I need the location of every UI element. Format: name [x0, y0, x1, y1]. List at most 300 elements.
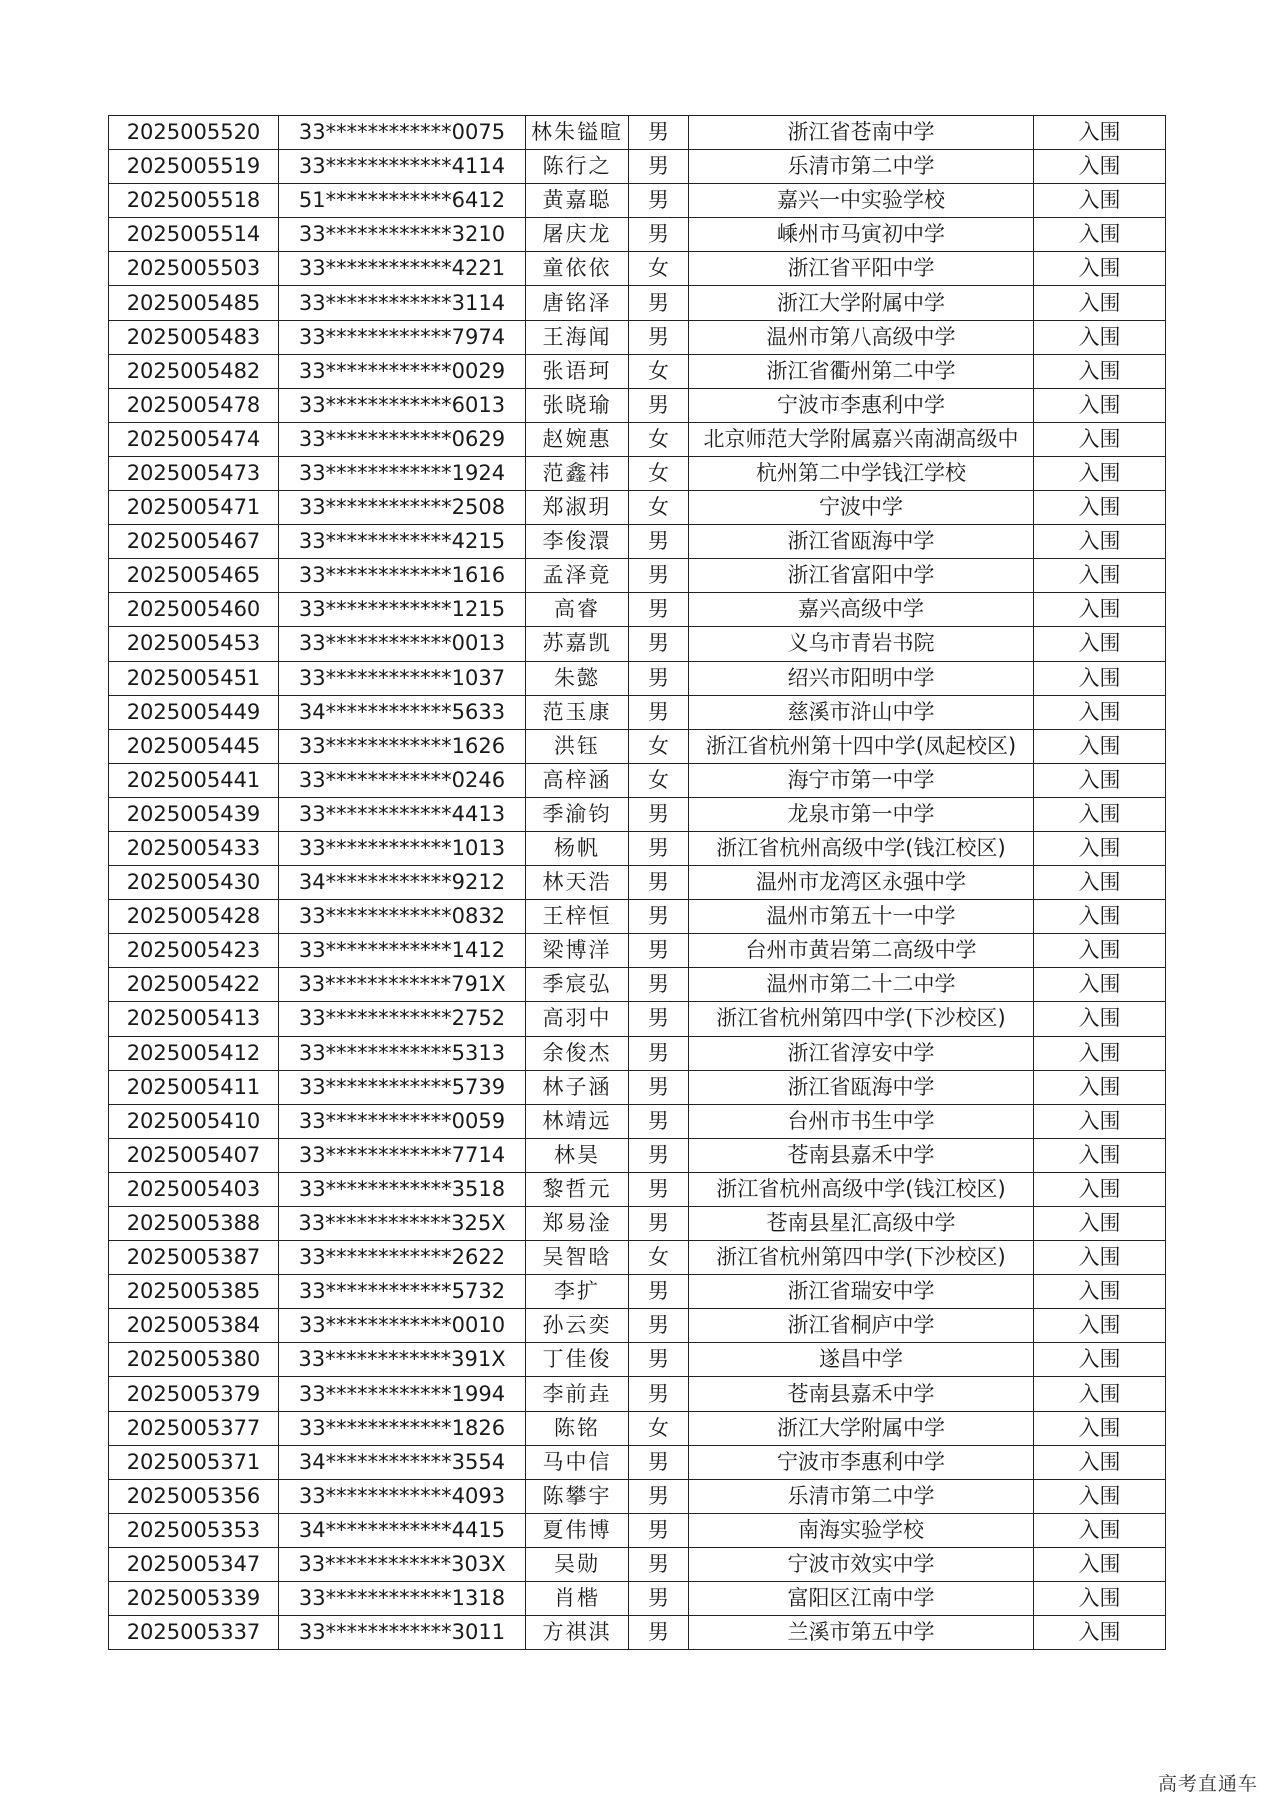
table-row: [109, 661, 1166, 695]
candidate-id-cell: 2025005422: [109, 968, 279, 1002]
gender-cell: 男: [629, 1582, 689, 1616]
table-row: [109, 627, 1166, 661]
id-number-cell: 34************9212: [279, 866, 526, 900]
status-cell: 入围: [1034, 1513, 1166, 1547]
table-row: [109, 354, 1166, 388]
table-row: [109, 184, 1166, 218]
gender-cell: 男: [629, 1513, 689, 1547]
gender-cell: 男: [629, 1275, 689, 1309]
table-row: [109, 116, 1166, 150]
school-cell: 富阳区江南中学: [689, 1582, 1034, 1616]
student-name-cell: 王梓恒: [526, 900, 629, 934]
status-cell: 入围: [1034, 184, 1166, 218]
gender-cell: 男: [629, 1309, 689, 1343]
table-row: [109, 763, 1166, 797]
status-cell: 入围: [1034, 729, 1166, 763]
student-name-cell: 夏伟博: [526, 1513, 629, 1547]
id-number-cell: 33************1626: [279, 729, 526, 763]
school-cell: 浙江省苍南中学: [689, 116, 1034, 150]
candidate-id-cell: 2025005337: [109, 1616, 279, 1650]
gender-cell: 男: [629, 116, 689, 150]
id-number-cell: 33************1924: [279, 456, 526, 490]
student-name-cell: 张语珂: [526, 354, 629, 388]
table-row: [109, 593, 1166, 627]
status-cell: 入围: [1034, 456, 1166, 490]
student-name-cell: 王海闻: [526, 320, 629, 354]
school-cell: 浙江省杭州高级中学(钱江校区): [689, 831, 1034, 865]
student-name-cell: 余俊杰: [526, 1036, 629, 1070]
status-cell: 入围: [1034, 559, 1166, 593]
id-number-cell: 33************391X: [279, 1343, 526, 1377]
status-cell: 入围: [1034, 252, 1166, 286]
candidate-id-cell: 2025005412: [109, 1036, 279, 1070]
school-cell: 温州市第二十二中学: [689, 968, 1034, 1002]
table-row: [109, 1207, 1166, 1241]
student-name-cell: 屠庆龙: [526, 218, 629, 252]
table-row: [109, 1445, 1166, 1479]
school-cell: 慈溪市浒山中学: [689, 695, 1034, 729]
school-cell: 温州市第八高级中学: [689, 320, 1034, 354]
table-row: [109, 1241, 1166, 1275]
school-cell: 北京师范大学附属嘉兴南湖高级中: [689, 422, 1034, 456]
student-name-cell: 赵婉惠: [526, 422, 629, 456]
table-row: [109, 831, 1166, 865]
gender-cell: 男: [629, 1207, 689, 1241]
table-row: [109, 422, 1166, 456]
candidate-id-cell: 2025005347: [109, 1547, 279, 1581]
school-cell: 浙江省瑞安中学: [689, 1275, 1034, 1309]
candidate-id-cell: 2025005439: [109, 797, 279, 831]
candidate-id-cell: 2025005503: [109, 252, 279, 286]
table-row: [109, 1479, 1166, 1513]
id-number-cell: 33************1994: [279, 1377, 526, 1411]
id-number-cell: 33************3011: [279, 1616, 526, 1650]
id-number-cell: 33************5313: [279, 1036, 526, 1070]
table-row: [109, 1036, 1166, 1070]
candidate-id-cell: 2025005339: [109, 1582, 279, 1616]
gender-cell: 男: [629, 968, 689, 1002]
table-row: [109, 1309, 1166, 1343]
school-cell: 浙江省杭州高级中学(钱江校区): [689, 1172, 1034, 1206]
id-number-cell: 33************325X: [279, 1207, 526, 1241]
candidate-id-cell: 2025005379: [109, 1377, 279, 1411]
school-cell: 宁波中学: [689, 491, 1034, 525]
gender-cell: 男: [629, 1547, 689, 1581]
school-cell: 浙江省衢州第二中学: [689, 354, 1034, 388]
status-cell: 入围: [1034, 286, 1166, 320]
status-cell: 入围: [1034, 797, 1166, 831]
student-name-cell: 黎哲元: [526, 1172, 629, 1206]
table-row: [109, 1275, 1166, 1309]
student-name-cell: 吴勋: [526, 1547, 629, 1581]
school-cell: 苍南县嘉禾中学: [689, 1377, 1034, 1411]
student-name-cell: 季宸弘: [526, 968, 629, 1002]
candidate-id-cell: 2025005483: [109, 320, 279, 354]
student-name-cell: 李俊澴: [526, 525, 629, 559]
candidate-id-cell: 2025005465: [109, 559, 279, 593]
id-number-cell: 33************1412: [279, 934, 526, 968]
gender-cell: 男: [629, 388, 689, 422]
table-row: [109, 934, 1166, 968]
candidate-id-cell: 2025005411: [109, 1070, 279, 1104]
id-number-cell: 33************1826: [279, 1411, 526, 1445]
id-number-cell: 33************3114: [279, 286, 526, 320]
school-cell: 浙江大学附属中学: [689, 286, 1034, 320]
gender-cell: 男: [629, 320, 689, 354]
candidate-id-cell: 2025005388: [109, 1207, 279, 1241]
id-number-cell: 33************0629: [279, 422, 526, 456]
school-cell: 浙江省杭州第四中学(下沙校区): [689, 1241, 1034, 1275]
candidate-id-cell: 2025005473: [109, 456, 279, 490]
candidate-id-cell: 2025005410: [109, 1104, 279, 1138]
id-number-cell: 34************5633: [279, 695, 526, 729]
candidate-id-cell: 2025005449: [109, 695, 279, 729]
student-name-cell: 洪钰: [526, 729, 629, 763]
id-number-cell: 33************0832: [279, 900, 526, 934]
table-row: [109, 252, 1166, 286]
status-cell: 入围: [1034, 1104, 1166, 1138]
status-cell: 入围: [1034, 1172, 1166, 1206]
status-cell: 入围: [1034, 593, 1166, 627]
student-name-cell: 杨帆: [526, 831, 629, 865]
table-row: [109, 1582, 1166, 1616]
table-row: [109, 286, 1166, 320]
table-row: [109, 968, 1166, 1002]
gender-cell: 女: [629, 354, 689, 388]
gender-cell: 男: [629, 1616, 689, 1650]
gender-cell: 男: [629, 1002, 689, 1036]
status-cell: 入围: [1034, 695, 1166, 729]
school-cell: 浙江省杭州第十四中学(凤起校区): [689, 729, 1034, 763]
status-cell: 入围: [1034, 1309, 1166, 1343]
id-number-cell: 33************4114: [279, 150, 526, 184]
student-name-cell: 孙云奕: [526, 1309, 629, 1343]
table-row: [109, 695, 1166, 729]
gender-cell: 男: [629, 286, 689, 320]
status-cell: 入围: [1034, 1616, 1166, 1650]
school-cell: 温州市第五十一中学: [689, 900, 1034, 934]
gender-cell: 女: [629, 491, 689, 525]
school-cell: 海宁市第一中学: [689, 763, 1034, 797]
status-cell: 入围: [1034, 1547, 1166, 1581]
school-cell: 台州市书生中学: [689, 1104, 1034, 1138]
school-cell: 浙江省平阳中学: [689, 252, 1034, 286]
gender-cell: 男: [629, 1343, 689, 1377]
status-cell: 入围: [1034, 1036, 1166, 1070]
table-row: [109, 866, 1166, 900]
school-cell: 浙江大学附属中学: [689, 1411, 1034, 1445]
student-name-cell: 林昊: [526, 1138, 629, 1172]
id-number-cell: 33************3518: [279, 1172, 526, 1206]
status-cell: 入围: [1034, 763, 1166, 797]
candidate-id-cell: 2025005407: [109, 1138, 279, 1172]
school-cell: 嘉兴高级中学: [689, 593, 1034, 627]
candidate-id-cell: 2025005485: [109, 286, 279, 320]
school-cell: 嘉兴一中实验学校: [689, 184, 1034, 218]
id-number-cell: 33************1616: [279, 559, 526, 593]
gender-cell: 女: [629, 1241, 689, 1275]
id-number-cell: 33************1013: [279, 831, 526, 865]
student-name-cell: 范鑫祎: [526, 456, 629, 490]
status-cell: 入围: [1034, 1138, 1166, 1172]
table-row: [109, 559, 1166, 593]
gender-cell: 男: [629, 797, 689, 831]
id-number-cell: 33************4413: [279, 797, 526, 831]
table-row: [109, 456, 1166, 490]
student-name-cell: 季渝钧: [526, 797, 629, 831]
id-number-cell: 33************0059: [279, 1104, 526, 1138]
id-number-cell: 33************5732: [279, 1275, 526, 1309]
gender-cell: 男: [629, 1138, 689, 1172]
candidate-id-cell: 2025005453: [109, 627, 279, 661]
id-number-cell: 33************0075: [279, 116, 526, 150]
id-number-cell: 33************7974: [279, 320, 526, 354]
student-name-cell: 高羽中: [526, 1002, 629, 1036]
gender-cell: 男: [629, 1104, 689, 1138]
table-row: [109, 900, 1166, 934]
student-name-cell: 陈攀宇: [526, 1479, 629, 1513]
status-cell: 入围: [1034, 150, 1166, 184]
gender-cell: 男: [629, 218, 689, 252]
candidate-id-cell: 2025005430: [109, 866, 279, 900]
student-name-cell: 肖楷: [526, 1582, 629, 1616]
table-row: [109, 1547, 1166, 1581]
id-number-cell: 33************4221: [279, 252, 526, 286]
table-row: [109, 320, 1166, 354]
table-row: [109, 1377, 1166, 1411]
school-cell: 南海实验学校: [689, 1513, 1034, 1547]
table-row: [109, 1172, 1166, 1206]
table-row: [109, 1002, 1166, 1036]
table-row: [109, 525, 1166, 559]
status-cell: 入围: [1034, 1479, 1166, 1513]
id-number-cell: 33************3210: [279, 218, 526, 252]
gender-cell: 男: [629, 695, 689, 729]
id-number-cell: 33************4093: [279, 1479, 526, 1513]
status-cell: 入围: [1034, 831, 1166, 865]
status-cell: 入围: [1034, 354, 1166, 388]
id-number-cell: 33************5739: [279, 1070, 526, 1104]
student-name-cell: 高睿: [526, 593, 629, 627]
id-number-cell: 33************2752: [279, 1002, 526, 1036]
school-cell: 宁波市李惠利中学: [689, 1445, 1034, 1479]
gender-cell: 男: [629, 831, 689, 865]
id-number-cell: 34************3554: [279, 1445, 526, 1479]
id-number-cell: 33************7714: [279, 1138, 526, 1172]
table-row: [109, 1411, 1166, 1445]
table-row: [109, 1070, 1166, 1104]
gender-cell: 男: [629, 1445, 689, 1479]
student-name-cell: 郑淑玥: [526, 491, 629, 525]
school-cell: 杭州第二中学钱江学校: [689, 456, 1034, 490]
student-name-cell: 范玉康: [526, 695, 629, 729]
candidate-id-cell: 2025005384: [109, 1309, 279, 1343]
table-row: [109, 1104, 1166, 1138]
student-name-cell: 唐铭泽: [526, 286, 629, 320]
gender-cell: 女: [629, 1411, 689, 1445]
table-row: [109, 491, 1166, 525]
school-cell: 义乌市青岩书院: [689, 627, 1034, 661]
gender-cell: 男: [629, 1377, 689, 1411]
gender-cell: 男: [629, 866, 689, 900]
candidate-id-cell: 2025005385: [109, 1275, 279, 1309]
admission-roster-table: [108, 115, 1166, 1650]
id-number-cell: 33************4215: [279, 525, 526, 559]
school-cell: 浙江省瓯海中学: [689, 525, 1034, 559]
status-cell: 入围: [1034, 900, 1166, 934]
school-cell: 兰溪市第五中学: [689, 1616, 1034, 1650]
id-number-cell: 33************303X: [279, 1547, 526, 1581]
status-cell: 入围: [1034, 934, 1166, 968]
table-row: [109, 150, 1166, 184]
status-cell: 入围: [1034, 866, 1166, 900]
school-cell: 苍南县星汇高级中学: [689, 1207, 1034, 1241]
gender-cell: 女: [629, 729, 689, 763]
table-row: [109, 1513, 1166, 1547]
school-cell: 浙江省杭州第四中学(下沙校区): [689, 1002, 1034, 1036]
student-name-cell: 李扩: [526, 1275, 629, 1309]
status-cell: 入围: [1034, 1377, 1166, 1411]
student-name-cell: 朱懿: [526, 661, 629, 695]
status-cell: 入围: [1034, 1207, 1166, 1241]
candidate-id-cell: 2025005428: [109, 900, 279, 934]
student-name-cell: 苏嘉凯: [526, 627, 629, 661]
table-row: [109, 729, 1166, 763]
gender-cell: 女: [629, 763, 689, 797]
student-name-cell: 陈铭: [526, 1411, 629, 1445]
candidate-id-cell: 2025005474: [109, 422, 279, 456]
candidate-id-cell: 2025005482: [109, 354, 279, 388]
student-name-cell: 丁佳俊: [526, 1343, 629, 1377]
gender-cell: 女: [629, 422, 689, 456]
candidate-id-cell: 2025005441: [109, 763, 279, 797]
candidate-id-cell: 2025005353: [109, 1513, 279, 1547]
school-cell: 苍南县嘉禾中学: [689, 1138, 1034, 1172]
status-cell: 入围: [1034, 388, 1166, 422]
school-cell: 浙江省富阳中学: [689, 559, 1034, 593]
id-number-cell: 33************0013: [279, 627, 526, 661]
candidate-id-cell: 2025005377: [109, 1411, 279, 1445]
student-name-cell: 张晓瑜: [526, 388, 629, 422]
status-cell: 入围: [1034, 1582, 1166, 1616]
school-cell: 嵊州市马寅初中学: [689, 218, 1034, 252]
table-row: [109, 218, 1166, 252]
school-cell: 温州市龙湾区永强中学: [689, 866, 1034, 900]
gender-cell: 男: [629, 1479, 689, 1513]
candidate-id-cell: 2025005478: [109, 388, 279, 422]
candidate-id-cell: 2025005433: [109, 831, 279, 865]
candidate-id-cell: 2025005387: [109, 1241, 279, 1275]
table-row: [109, 388, 1166, 422]
school-cell: 宁波市李惠利中学: [689, 388, 1034, 422]
gender-cell: 男: [629, 900, 689, 934]
student-name-cell: 方祺淇: [526, 1616, 629, 1650]
status-cell: 入围: [1034, 491, 1166, 525]
candidate-id-cell: 2025005423: [109, 934, 279, 968]
status-cell: 入围: [1034, 1445, 1166, 1479]
candidate-id-cell: 2025005520: [109, 116, 279, 150]
id-number-cell: 33************1318: [279, 1582, 526, 1616]
student-name-cell: 高梓涵: [526, 763, 629, 797]
candidate-id-cell: 2025005518: [109, 184, 279, 218]
student-name-cell: 李前垚: [526, 1377, 629, 1411]
id-number-cell: 33************2622: [279, 1241, 526, 1275]
school-cell: 龙泉市第一中学: [689, 797, 1034, 831]
candidate-id-cell: 2025005413: [109, 1002, 279, 1036]
student-name-cell: 林子涵: [526, 1070, 629, 1104]
school-cell: 绍兴市阳明中学: [689, 661, 1034, 695]
school-cell: 遂昌中学: [689, 1343, 1034, 1377]
watermark-text: 高考直通车: [1157, 1773, 1258, 1795]
id-number-cell: 33************6013: [279, 388, 526, 422]
gender-cell: 男: [629, 1036, 689, 1070]
id-number-cell: 33************1037: [279, 661, 526, 695]
school-cell: 浙江省桐庐中学: [689, 1309, 1034, 1343]
candidate-id-cell: 2025005514: [109, 218, 279, 252]
school-cell: 宁波市效实中学: [689, 1547, 1034, 1581]
status-cell: 入围: [1034, 422, 1166, 456]
school-cell: 浙江省瓯海中学: [689, 1070, 1034, 1104]
status-cell: 入围: [1034, 320, 1166, 354]
status-cell: 入围: [1034, 1241, 1166, 1275]
status-cell: 入围: [1034, 218, 1166, 252]
gender-cell: 男: [629, 593, 689, 627]
gender-cell: 男: [629, 1070, 689, 1104]
status-cell: 入围: [1034, 661, 1166, 695]
status-cell: 入围: [1034, 1343, 1166, 1377]
table-row: [109, 797, 1166, 831]
status-cell: 入围: [1034, 1002, 1166, 1036]
status-cell: 入围: [1034, 1411, 1166, 1445]
student-name-cell: 梁博洋: [526, 934, 629, 968]
candidate-id-cell: 2025005371: [109, 1445, 279, 1479]
candidate-id-cell: 2025005445: [109, 729, 279, 763]
id-number-cell: 33************791X: [279, 968, 526, 1002]
candidate-id-cell: 2025005460: [109, 593, 279, 627]
status-cell: 入围: [1034, 525, 1166, 559]
student-name-cell: 黄嘉聪: [526, 184, 629, 218]
student-name-cell: 陈行之: [526, 150, 629, 184]
candidate-id-cell: 2025005403: [109, 1172, 279, 1206]
gender-cell: 男: [629, 627, 689, 661]
gender-cell: 女: [629, 252, 689, 286]
id-number-cell: 33************2508: [279, 491, 526, 525]
gender-cell: 男: [629, 184, 689, 218]
roster-body: [109, 116, 1166, 1650]
gender-cell: 男: [629, 525, 689, 559]
school-cell: 乐清市第二中学: [689, 150, 1034, 184]
student-name-cell: 童依依: [526, 252, 629, 286]
candidate-id-cell: 2025005356: [109, 1479, 279, 1513]
gender-cell: 男: [629, 934, 689, 968]
candidate-id-cell: 2025005467: [109, 525, 279, 559]
student-name-cell: 吴智晗: [526, 1241, 629, 1275]
candidate-id-cell: 2025005380: [109, 1343, 279, 1377]
id-number-cell: 33************0246: [279, 763, 526, 797]
id-number-cell: 34************4415: [279, 1513, 526, 1547]
school-cell: 乐清市第二中学: [689, 1479, 1034, 1513]
student-name-cell: 林天浩: [526, 866, 629, 900]
gender-cell: 男: [629, 150, 689, 184]
school-cell: 台州市黄岩第二高级中学: [689, 934, 1034, 968]
id-number-cell: 33************1215: [279, 593, 526, 627]
table-row: [109, 1616, 1166, 1650]
student-name-cell: 林靖远: [526, 1104, 629, 1138]
gender-cell: 男: [629, 559, 689, 593]
status-cell: 入围: [1034, 968, 1166, 1002]
gender-cell: 男: [629, 1172, 689, 1206]
candidate-id-cell: 2025005519: [109, 150, 279, 184]
